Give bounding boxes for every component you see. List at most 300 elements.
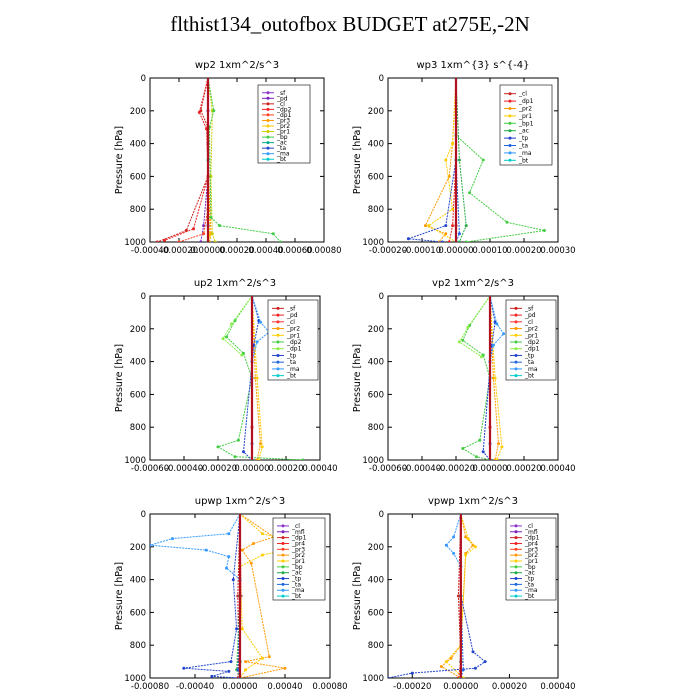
legend-marker — [282, 571, 285, 574]
x-tick-label: -0.00010 — [402, 246, 442, 256]
figure-title: flthist134_outofbox BUDGET at275E,-2N — [170, 12, 530, 36]
legend-marker — [267, 125, 270, 128]
legend — [273, 518, 325, 600]
legend-label: _pr1 — [525, 558, 539, 565]
legend-marker — [509, 114, 512, 117]
chart-panel-2 — [114, 278, 338, 474]
legend-label: _tp — [525, 575, 535, 583]
legend-marker — [267, 158, 270, 161]
legend-label: _dp1 — [525, 345, 540, 353]
legend-marker — [515, 542, 518, 545]
data-point-ma — [452, 552, 455, 555]
data-point-dp1 — [466, 326, 469, 329]
legend-marker — [515, 367, 518, 370]
data-point-dp2 — [217, 445, 220, 448]
legend-label: _dp2 — [525, 339, 540, 346]
legend-label: _cl — [277, 100, 285, 108]
data-point-dp1 — [230, 322, 233, 325]
legend-marker — [282, 548, 285, 551]
y-tick-label: 0 — [140, 74, 146, 84]
series-line-ac — [456, 78, 466, 242]
legend-label: _cl — [287, 318, 295, 326]
legend-label: _bt — [525, 372, 535, 380]
data-point-dp2 — [461, 339, 464, 342]
data-point-pr1 — [257, 459, 260, 462]
legend-marker — [515, 536, 518, 539]
data-point-dp2 — [475, 455, 478, 458]
data-point-pr1 — [451, 142, 454, 145]
x-tick-label: 0.00000 — [234, 464, 270, 474]
x-tick-label: -0.00060 — [368, 464, 408, 474]
legend-label: _mfl — [525, 528, 538, 536]
data-point-tp — [387, 677, 390, 680]
y-tick-label: 400 — [367, 575, 384, 586]
data-point-pr2 — [250, 562, 253, 565]
legend-label: _dp1 — [292, 534, 307, 542]
data-point-cl — [156, 241, 159, 244]
legend-label: _pr2 — [277, 123, 291, 130]
y-tick-label: 800 — [367, 423, 384, 434]
legend-marker — [282, 595, 285, 598]
data-point-bp1 — [506, 221, 509, 224]
legend-marker — [277, 361, 280, 364]
legend-marker — [515, 554, 518, 557]
legend-marker — [277, 347, 280, 350]
legend-marker — [267, 130, 270, 133]
legend-label: _ma — [525, 587, 538, 595]
legend — [258, 85, 310, 163]
legend-label: _pr1 — [519, 112, 533, 120]
legend-marker — [267, 113, 270, 116]
legend-label: _dp1 — [287, 345, 302, 353]
x-tick-label: 0.00040 — [248, 246, 284, 256]
y-tick-label: 400 — [367, 139, 384, 150]
legend-marker — [515, 589, 518, 592]
data-point-pr1 — [241, 627, 244, 630]
x-tick-label: -0.00040 — [402, 464, 442, 474]
data-point-pr1 — [261, 657, 264, 660]
panel-title: vpwp 1xm^2/s^3 — [427, 496, 519, 507]
data-point-pr2 — [241, 549, 244, 552]
legend-label: _sf — [525, 305, 534, 313]
data-point-bp1 — [543, 229, 546, 232]
data-point-ac — [465, 224, 468, 227]
legend-marker — [277, 334, 280, 337]
legend-marker — [515, 354, 518, 357]
series-line-tp — [184, 514, 240, 678]
legend-marker — [267, 91, 270, 94]
y-tick-label: 800 — [129, 205, 146, 216]
legend-label: _cl — [519, 90, 527, 98]
data-point-pr1 — [445, 660, 448, 663]
legend-label: _bt — [525, 593, 535, 601]
data-point-pr2 — [424, 224, 427, 227]
data-point-pr1 — [261, 445, 264, 448]
data-point-tp — [235, 627, 238, 630]
data-point-pr2 — [450, 657, 453, 660]
x-tick-label: 0.00000 — [438, 246, 474, 256]
y-tick-label: 1000 — [124, 238, 146, 248]
data-point-pr1 — [495, 459, 498, 462]
data-point-ta — [458, 232, 461, 235]
x-tick-label: 0.00000 — [222, 682, 258, 692]
legend-label: _sf — [287, 305, 296, 313]
y-tick-label: 1000 — [362, 674, 384, 684]
data-point-pr1 — [474, 545, 477, 548]
y-tick-label: 600 — [129, 390, 146, 401]
data-point-ma — [452, 536, 455, 539]
data-point-pr1 — [467, 537, 470, 540]
x-tick-label: -0.00020 — [159, 246, 199, 256]
data-point-tp — [242, 450, 245, 453]
y-tick-label: 600 — [367, 390, 384, 401]
x-tick-label: 0.00000 — [443, 682, 479, 692]
data-point-bp — [279, 241, 282, 244]
y-tick-label: 1000 — [124, 456, 146, 466]
legend-label: _pr1 — [292, 558, 306, 565]
data-point-dp1 — [178, 241, 181, 244]
legend-marker — [277, 367, 280, 370]
legend-marker — [277, 354, 280, 357]
data-point-ta — [236, 668, 239, 671]
legend-label: _tp — [519, 135, 529, 143]
legend-marker — [267, 141, 270, 144]
y-axis-label: Pressure [hPa] — [352, 561, 363, 631]
data-point-ma — [492, 344, 495, 347]
legend-label: _pr2 — [525, 552, 539, 560]
legend-label: _ta — [519, 142, 529, 150]
legend-label: _pr3 — [277, 117, 291, 125]
legend-marker — [282, 583, 285, 586]
data-point-ma — [227, 555, 230, 558]
y-axis-label: Pressure [hPa] — [114, 343, 125, 413]
legend-label: _ta — [292, 581, 302, 589]
series-line-pr1 — [429, 78, 456, 242]
legend-label: _pr2 — [287, 325, 301, 333]
legend-marker — [282, 565, 285, 568]
legend-marker — [515, 530, 518, 533]
y-tick-label: 0 — [140, 510, 146, 520]
data-point-tp — [230, 660, 233, 663]
legend — [506, 518, 556, 600]
legend-marker — [282, 589, 285, 592]
legend — [268, 300, 318, 380]
x-tick-label: -0.00020 — [198, 464, 238, 474]
legend-marker — [267, 102, 270, 105]
legend-label: _ta — [277, 145, 287, 153]
y-tick-label: 600 — [129, 608, 146, 619]
x-tick-label: 0.00040 — [540, 464, 576, 474]
y-tick-label: 0 — [378, 510, 384, 520]
data-point-dp1 — [202, 232, 205, 235]
data-point-dp2 — [302, 459, 305, 462]
data-point-tp — [474, 667, 477, 670]
legend-label: _pr3 — [525, 546, 539, 554]
y-tick-label: 800 — [367, 641, 384, 652]
legend-marker — [515, 577, 518, 580]
x-tick-label: 0.00040 — [540, 682, 576, 692]
x-tick-label: -0.00060 — [130, 464, 170, 474]
legend-label: _ac — [525, 569, 535, 577]
y-tick-label: 400 — [129, 575, 146, 586]
legend-label: _pr1 — [287, 332, 301, 340]
data-point-ma — [225, 567, 228, 570]
data-point-pr1 — [464, 554, 467, 557]
legend-marker — [277, 327, 280, 330]
data-point-ac — [458, 159, 461, 162]
data-point-ma — [259, 321, 262, 324]
y-tick-label: 800 — [367, 205, 384, 216]
x-tick-label: 0.00040 — [302, 464, 338, 474]
chart-panel-4 — [114, 496, 348, 692]
series-line-dp1 — [223, 296, 252, 355]
data-point-pd — [199, 241, 202, 244]
series-line-cl — [157, 78, 208, 242]
data-point-tp — [227, 670, 230, 673]
data-point-pr2 — [440, 665, 443, 668]
y-tick-label: 600 — [367, 608, 384, 619]
data-point-ac — [458, 241, 461, 244]
legend-marker — [515, 361, 518, 364]
x-tick-label: -0.00020 — [436, 464, 476, 474]
legend-label: _mfl — [292, 528, 305, 536]
data-point-tp — [444, 224, 447, 227]
legend-marker — [515, 327, 518, 330]
data-point-dp2 — [163, 239, 166, 242]
data-point-dp2 — [192, 227, 195, 230]
legend-label: _bt — [277, 156, 287, 164]
legend-marker — [509, 122, 512, 125]
y-tick-label: 400 — [129, 357, 146, 368]
data-point-tp — [182, 667, 185, 670]
data-point-pr2 — [268, 655, 271, 658]
x-tick-label: -0.00040 — [130, 246, 170, 256]
y-tick-label: 600 — [367, 172, 384, 183]
legend-label: _ma — [287, 365, 300, 373]
data-point-ta — [462, 668, 465, 671]
y-tick-label: 1000 — [124, 674, 146, 684]
data-point-dp1 — [451, 224, 454, 227]
data-point-ma — [256, 340, 259, 343]
legend-label: _pr3 — [292, 546, 306, 554]
legend-marker — [515, 347, 518, 350]
legend-marker — [509, 129, 512, 132]
data-point-pr1 — [444, 159, 447, 162]
y-tick-label: 200 — [129, 542, 146, 553]
x-tick-label: 0.00020 — [219, 246, 255, 256]
chart-panel-3 — [352, 278, 576, 474]
legend-label: _ac — [519, 127, 529, 135]
legend-marker — [515, 341, 518, 344]
x-tick-label: 0.00010 — [472, 246, 508, 256]
legend-label: _bp — [292, 563, 303, 571]
legend-marker — [509, 159, 512, 162]
legend-label: _ac — [292, 569, 302, 577]
y-tick-label: 200 — [129, 324, 146, 335]
data-point-dp1 — [240, 354, 243, 357]
data-point-pr1 — [244, 668, 247, 671]
x-tick-label: 0.00020 — [491, 682, 528, 692]
data-point-tp — [232, 578, 235, 581]
data-point-tp — [472, 650, 475, 653]
legend-marker — [509, 92, 512, 95]
legend-label: _pr2 — [519, 105, 533, 113]
legend-label: _dp1 — [519, 98, 534, 106]
legend-label: _bt — [287, 372, 297, 380]
data-point-tp — [441, 241, 444, 244]
legend-label: _dp1 — [277, 111, 292, 119]
data-point-dp2 — [225, 336, 228, 339]
legend-marker — [515, 374, 518, 377]
legend-label: _tp — [287, 352, 297, 360]
data-point-bp — [212, 109, 215, 112]
legend-marker — [282, 560, 285, 563]
x-tick-label: 0.00080 — [312, 682, 348, 692]
data-point-ma — [149, 544, 152, 547]
chart-panel-5 — [352, 496, 576, 692]
legend-label: _ma — [525, 365, 538, 373]
data-point-tp — [411, 672, 414, 675]
legend-marker — [277, 314, 280, 317]
legend — [506, 300, 556, 380]
data-point-pr1 — [500, 445, 503, 448]
y-tick-label: 400 — [367, 357, 384, 368]
panel-title: wp3 1xm^{3} s^{-4} — [416, 60, 530, 71]
legend-marker — [282, 536, 285, 539]
data-point-pr2 — [244, 660, 247, 663]
data-point-pr2 — [497, 442, 500, 445]
legend-label: _pr2 — [525, 325, 539, 333]
legend-label: _dp1 — [525, 534, 540, 542]
legend-label: _bp1 — [519, 120, 534, 128]
series-line-ma — [446, 514, 461, 567]
y-tick-label: 800 — [129, 641, 146, 652]
data-point-ma — [495, 322, 498, 325]
x-tick-label: -0.00040 — [164, 464, 204, 474]
legend-marker — [515, 565, 518, 568]
data-point-pr1 — [211, 232, 214, 235]
legend-marker — [282, 577, 285, 580]
legend-label: _ma — [519, 149, 532, 157]
legend-marker — [515, 571, 518, 574]
y-tick-label: 0 — [378, 292, 384, 302]
x-tick-label: 0.00040 — [267, 682, 303, 692]
panel-title: up2 1xm^2/s^3 — [193, 278, 277, 289]
legend-marker — [509, 107, 512, 110]
legend-marker — [282, 530, 285, 533]
data-point-pr1 — [451, 208, 454, 211]
legend-label: _ta — [287, 359, 297, 367]
data-point-dp1 — [480, 355, 483, 358]
legend-label: _pd — [287, 312, 298, 320]
data-point-dp2 — [461, 447, 464, 450]
legend-label: _bt — [292, 593, 302, 601]
legend-marker — [515, 307, 518, 310]
y-tick-label: 0 — [378, 74, 384, 84]
legend-marker — [509, 137, 512, 140]
panel-title: upwp 1xm^2/s^3 — [194, 496, 286, 507]
data-point-pr1 — [427, 224, 430, 227]
data-point-ma — [205, 549, 208, 552]
data-point-bp1 — [482, 159, 485, 162]
data-point-pr1 — [256, 377, 259, 380]
legend-label: _ta — [525, 581, 535, 589]
legend-marker — [267, 152, 270, 155]
legend-label: _dp2 — [287, 339, 302, 346]
data-point-dp1 — [448, 241, 451, 244]
legend-marker — [515, 320, 518, 323]
legend-label: _bp — [525, 563, 536, 571]
legend-marker — [515, 334, 518, 337]
legend-label: _pr2 — [292, 552, 306, 560]
legend-marker — [267, 108, 270, 111]
data-point-bp — [209, 216, 212, 219]
data-point-ma — [445, 544, 448, 547]
x-tick-label: 0.00000 — [472, 464, 508, 474]
y-tick-label: 200 — [129, 106, 146, 117]
legend-label: _pr4 — [525, 540, 539, 548]
legend-label: _sf — [277, 89, 286, 97]
legend-label: _tp — [525, 352, 535, 360]
legend-marker — [509, 144, 512, 147]
legend-marker — [277, 320, 280, 323]
data-point-dp2 — [198, 111, 201, 114]
data-point-ma — [171, 537, 174, 540]
legend-label: _ma — [292, 587, 305, 595]
data-point-pr1 — [214, 241, 217, 244]
y-tick-label: 800 — [129, 423, 146, 434]
legend-marker — [515, 548, 518, 551]
y-axis-label: Pressure [hPa] — [114, 561, 125, 631]
data-point-ma — [227, 532, 230, 535]
series-line-dp2 — [165, 78, 209, 240]
x-tick-label: -0.00020 — [393, 682, 432, 692]
x-tick-label: -0.00020 — [368, 246, 408, 256]
y-tick-label: 0 — [140, 292, 146, 302]
legend-marker — [277, 374, 280, 377]
legend-label: _pr4 — [292, 540, 306, 548]
legend-label: _dp2 — [277, 106, 292, 114]
y-tick-label: 1000 — [362, 238, 384, 248]
legend-label: _bp — [277, 134, 288, 142]
y-tick-label: 1000 — [362, 456, 384, 466]
legend-label: _bt — [519, 157, 529, 165]
x-tick-label: 0.00000 — [190, 246, 226, 256]
legend-marker — [277, 341, 280, 344]
legend-label: _pd — [277, 95, 288, 103]
legend-marker — [515, 524, 518, 527]
data-point-dp2 — [237, 439, 240, 442]
data-point-pr1 — [494, 377, 497, 380]
legend-marker — [267, 147, 270, 150]
legend-marker — [515, 583, 518, 586]
legend-marker — [277, 307, 280, 310]
x-tick-label: 0.00030 — [540, 246, 576, 256]
legend-marker — [282, 524, 285, 527]
y-tick-label: 200 — [367, 542, 384, 553]
legend-label: _pd — [525, 312, 536, 320]
legend-marker — [515, 595, 518, 598]
y-tick-label: 200 — [367, 106, 384, 117]
legend-label: _pr1 — [277, 128, 291, 136]
x-tick-label: 0.00020 — [506, 464, 542, 474]
legend-label: _ac — [277, 139, 287, 147]
data-point-pr2 — [252, 542, 255, 545]
legend-label: _cl — [525, 522, 533, 530]
data-point-dp1 — [458, 340, 461, 343]
chart-panel-0 — [114, 60, 342, 256]
legend-label: _ma — [277, 150, 290, 158]
